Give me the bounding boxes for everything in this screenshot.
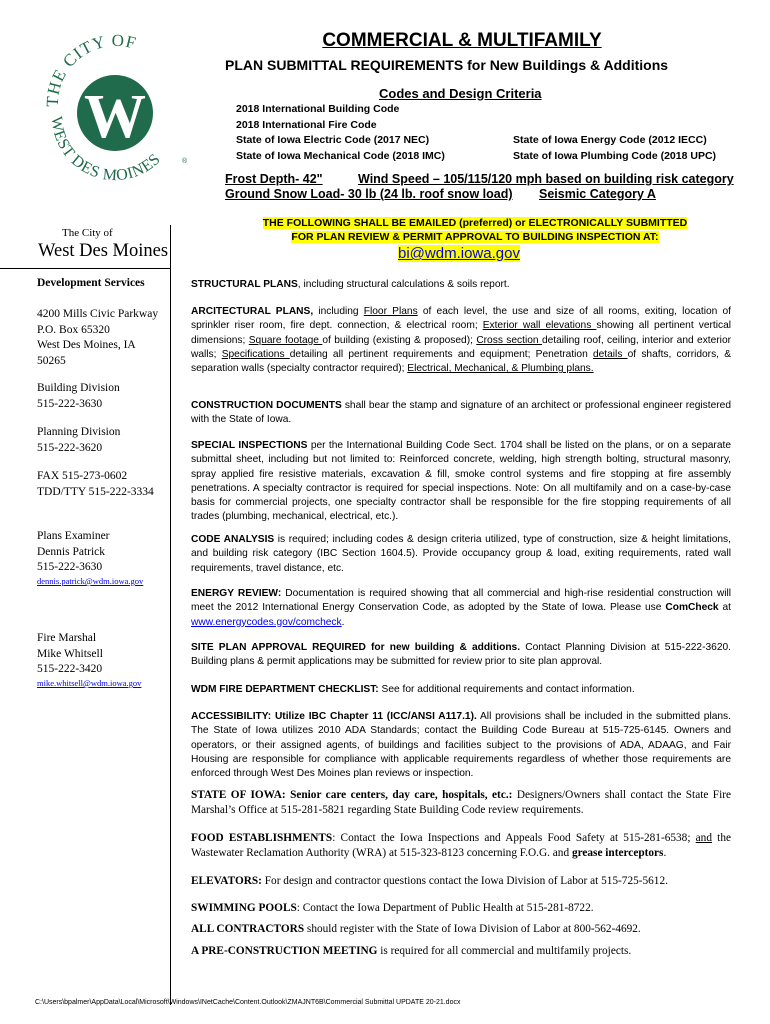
accessibility [191,710,731,781]
construction-documents [191,399,731,428]
section-text: should register with the State of Iowa Division of Labor at 800-562-4692. [304,923,641,935]
code-analysis [191,533,731,576]
section-head: A PRE-CONSTRUCTION MEETING [191,945,378,957]
section-head: ALL CONTRACTORS [191,923,305,935]
contact-role: Plans Examiner [37,530,110,542]
cross-section-text: Cross section [476,334,542,346]
elevators [191,874,731,889]
code-item: State of Iowa Energy Code (2012 IECC) [513,134,707,146]
section-text: detailing roof, ceiling, interior and exterior walls; [191,334,731,360]
division-phone: 515-222-3630 [37,397,103,410]
logo-registered-mark: ® [182,158,188,165]
section-head: STRUCTURAL PLANS [191,279,298,290]
section-head: ELEVATORS: [191,875,262,887]
exterior-elevations-text: Exterior wall elevations [482,320,597,332]
tdd-line: TDD/TTY 515-222-3334 [37,485,154,498]
energy-review [191,587,731,630]
section-text: of each level, the use and size of all rooms, exiting, location of sprinkler riser room, fire dept. connection, & electrical room; [191,306,731,332]
architectural-plans [191,305,731,376]
sidebar-building-division [37,381,120,412]
section-text: : Contact the Iowa Inspections and Appeals Food Safety at 515-281-6538; [332,832,696,844]
state-of-iowa [191,788,731,818]
section-text: See for additional requirements and contact information. [378,684,635,695]
division-phone: 515-222-3620 [37,441,103,454]
section-text: detailing all pertinent requirements and equipment; Penetration [289,348,593,360]
energycodes-link[interactable]: www.energycodes.gov/comcheck [191,616,342,628]
section-text: showing all pertinent vertical dimensions; [191,320,731,346]
section-text: , including structural calculations & soils report. [297,279,510,290]
plans-examiner-email-link[interactable]: dennis.patrick@wdm.iowa.gov [37,576,144,586]
codes-heading: Codes and Design Criteria [379,86,542,101]
logo-bottom-text: WEST DES MOINES [47,115,164,185]
specifications-text: Specifications [221,348,290,360]
section-text: including [313,306,364,317]
details-text: details [592,348,628,360]
contact-role: Fire Marshal [37,632,97,644]
section-text: . [341,616,345,628]
logo-top-text: THE CITY OF [42,30,139,108]
food-establishments [191,831,731,861]
section-text: Designers/Owners shall contact the State Fire Marshal’s Office at 515-281-5821 regarding State Building Code review requirements. [191,789,731,816]
contact-phone: 515-222-3420 [37,663,103,675]
sidebar-plans-examiner [37,529,110,576]
sidebar-department: Development Services [37,277,145,289]
site-plan-approval [191,641,731,670]
code-item: 2018 International Fire Code [236,118,377,131]
code-item: State of Iowa Plumbing Code (2018 UPC) [513,149,717,162]
section-head: ARCITECTURAL PLANS, [191,306,314,317]
section-text: and [695,832,712,844]
section-text: of shafts, corridors, & separation walls (specialty contractor required); [191,348,732,375]
structural-plans [191,278,731,292]
sidebar-fax [37,469,154,500]
section-text: All provisions shall be included in the submitted plans. The State of Iowa utilizes 2010 ADA Standards; contact the Building Code Bureau at 515-725-6145. Owners and operators, or their assigned agents, of buildings and facilities subject to the provisions of ADA, ADAAG, and Fair Housing are responsible for compliance with applicable requirements regardless of whether those requirements are enforced through West Des Moines plan reviews or inspection. [191,711,731,780]
notice-line-2: FOR PLAN REVIEW & PERMIT APPROVAL TO BUILDING INSPECTION AT: [291,231,659,243]
contact-name: Mike Whitsell [37,647,103,660]
address-line: West Des Moines, IA [37,339,136,351]
sidebar-city-prefix: The City of [62,227,113,239]
code-item: State of Iowa Mechanical Code (2018 IMC) [236,149,445,162]
electrical-plans-text: Electrical, Mechanical, & Plumbing plans. [407,363,594,375]
all-contractors [191,922,731,937]
section-text: at [718,602,731,614]
section-head: CODE ANALYSIS [191,534,275,545]
building-inspection-email-link[interactable]: bi@wdm.iowa.gov [398,245,520,262]
section-head: STATE OF IOWA: Senior care centers, day care, hospitals, etc.: [191,789,513,801]
code-item: 2018 International Building Code [236,103,400,115]
comcheck-text: ComCheck [665,602,719,614]
seismic-category: Seismic Category A [539,187,656,201]
section-text: per the International Building Code Sect. 1704 shall be listed on the plans, or on a separate submittal sheet, including but not limited to: Reinforced concrete, welding, high strength bolting, structural masonry, spray applied fire resistive materials, excavation & fill, smoke control systems and fire stopping at fire assembly penetrations. A specialty contractor is required for special inspections. Note: On all multifamily and on a case-by-case basis for commercial projects, one specialty contractor shall be responsible for the fire stopping requirements of all trades (plumbing, mechanical, electrical, etc.). [191,440,731,523]
codes-list-left [236,102,445,164]
square-footage-text: Square footage [248,334,323,346]
page-title: COMMERCIAL & MULTIFAMILY [322,30,602,51]
wind-speed: Wind Speed – 105/115/120 mph based on building risk category [358,172,734,186]
section-head: CONSTRUCTION DOCUMENTS [191,400,342,411]
section-head: WDM FIRE DEPARTMENT CHECKLIST: [191,684,379,695]
address-line: P.O. Box 65320 [37,323,110,336]
section-text: Documentation is required showing that all commercial and high-rise residential construction will meet the 2012 International Energy Conservation Code, as adopted by the State of Iowa. Please use [191,588,731,614]
section-head: FOOD ESTABLISHMENTS [191,832,333,844]
section-head: ENERGY REVIEW: [191,588,282,599]
special-inspections [191,439,731,525]
pre-construction-meeting [191,944,731,959]
page-subtitle: PLAN SUBMITTAL REQUIREMENTS for New Buildings & Additions [225,57,669,73]
address-line: 4200 Mills Civic Parkway [37,308,159,320]
section-text: of building (existing & proposed); [322,334,477,346]
frost-depth: Frost Depth- 42" [225,172,323,186]
section-head: SWIMMING POOLS [191,902,297,914]
division-name: Planning Division [37,426,121,438]
section-head: ACCESSIBILITY: Utilize IBC Chapter 11 (ICC/ANSI A117.1). [191,711,477,722]
sidebar-planning-division [37,425,120,456]
sidebar-fire-marshal [37,631,103,678]
submission-notice [195,216,755,244]
sidebar-address [37,307,158,369]
contact-name: Dennis Patrick [37,545,106,558]
sidebar-city-name: West Des Moines [38,241,169,261]
swimming-pools [191,901,731,916]
logo-letter: W [84,83,146,151]
section-text: . [663,847,667,859]
fire-department-checklist [191,683,731,697]
division-name: Building Division [37,382,120,394]
section-text: shall bear the stamp and signature of an architect or professional engineer registered with the State of Iowa. [191,400,731,426]
code-item: State of Iowa Electric Code (2017 NEC) [236,134,430,146]
fax-line: FAX 515-273-0602 [37,470,128,482]
address-line: 50265 [37,354,66,367]
section-text: : Contact the Iowa Department of Public Health at 515-281-8722. [296,902,594,914]
codes-list-right [513,133,716,164]
section-text: is required; including codes & design criteria utilized, type of construction, size & height limitations, and building risk category (IBC Section 1604.5). Provide occupancy group & load, exiting requirements, rated wall requirements, travel distance, etc. [191,534,731,574]
notice-line-1: THE FOLLOWING SHALL BE EMAILED (preferred) or ELECTRONICALLY SUBMITTED [262,217,688,229]
section-head: SPECIAL INSPECTIONS [191,440,308,451]
section-text: the Wastewater Reclamation Authority (WRA) at 515-323-8123 concerning F.O.G. and [191,832,731,859]
floor-plans-text: Floor Plans [363,306,418,317]
sidebar-divider [0,268,170,269]
grease-interceptors-text: grease interceptors [571,847,664,859]
contact-phone: 515-222-3630 [37,561,103,573]
section-text: For design and contractor questions contact the Iowa Division of Labor at 515-725-5612. [261,875,668,887]
section-text: is required for all commercial and multifamily projects. [377,945,632,957]
fire-marshal-email-link[interactable]: mike.whitsell@wdm.iowa.gov [37,678,142,688]
file-path-footer: C:\Users\bpalmer\AppData\Local\Microsoft\Windows\INetCache\Content.Outlook\ZMAJNT6B\Commercial Submittal UPDATE 20-21.docx [35,999,461,1006]
section-text: Contact Planning Division at 515-222-3620. Building plans & permit applications may be submitted for review prior to site plan approval. [191,642,731,668]
section-head: SITE PLAN APPROVAL REQUIRED for new building & additions. [191,642,521,653]
ground-snow-load: Ground Snow Load- 30 lb (24 lb. roof snow load) [225,187,513,201]
